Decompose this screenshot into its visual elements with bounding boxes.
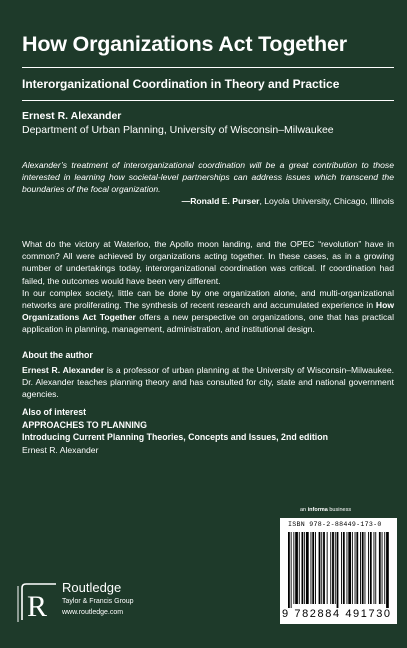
barcode-bar bbox=[382, 532, 383, 604]
barcode-bar bbox=[299, 532, 300, 604]
endorser-affiliation: , Loyola University, Chicago, Illinois bbox=[259, 196, 394, 206]
also-of-interest-heading: Also of interest bbox=[22, 407, 87, 417]
barcode-bar bbox=[365, 532, 366, 604]
barcode-bar bbox=[291, 532, 292, 608]
barcode-bar bbox=[379, 532, 381, 604]
endorsement-quote: Alexander’s treatment of interorganizational coordination will be a great contribution to those interested in learning how societal-level partnerships can address issues which transcend the boundaries of the focal organization. bbox=[22, 160, 394, 195]
title-divider bbox=[22, 67, 394, 68]
barcode-bar bbox=[352, 532, 353, 604]
barcode-bar bbox=[356, 532, 358, 604]
barcode-bar bbox=[315, 532, 316, 604]
informa-tagline bbox=[300, 507, 351, 513]
informa-suffix: business bbox=[327, 507, 352, 513]
barcode-bar bbox=[368, 532, 369, 604]
publisher-group: Taylor & Francis Group bbox=[62, 598, 134, 605]
description-p2-end: offers a new perspective on organizations, one that has practical application in planning, management, administration, and institutional design. bbox=[22, 312, 394, 335]
subtitle-divider bbox=[22, 100, 394, 101]
barcode-bar bbox=[293, 532, 294, 604]
informa-brand: informa bbox=[307, 507, 328, 513]
barcode-bar bbox=[362, 532, 364, 604]
about-author-bio: is a professor of urban planning at the University of Wisconsin–Milwaukee. Dr. Alexander teaches planning theory and has consulted for city, state and national government agencies. bbox=[22, 365, 394, 400]
isbn-label: ISBN 978-2-88449-173-0 bbox=[288, 521, 382, 528]
author-name: Ernest R. Alexander bbox=[22, 110, 122, 122]
barcode-bar bbox=[288, 532, 290, 608]
about-author-name: Ernest R. Alexander bbox=[22, 365, 105, 375]
barcode-bar bbox=[312, 532, 314, 604]
barcode-bar bbox=[311, 532, 312, 604]
barcode-bar bbox=[370, 532, 372, 604]
barcode-bars bbox=[288, 532, 389, 608]
barcode-bar bbox=[348, 532, 351, 604]
barcode-bar bbox=[337, 532, 339, 608]
description-p2-title: How Organizations Act Together bbox=[22, 300, 394, 323]
barcode-bar bbox=[384, 532, 385, 604]
barcode-bar bbox=[335, 532, 336, 604]
barcode-bar bbox=[323, 532, 325, 604]
endorser-name: —Ronald E. Purser bbox=[181, 196, 260, 206]
description-paragraph-2 bbox=[22, 287, 394, 336]
book-title: How Organizations Act Together bbox=[22, 32, 347, 56]
logo-letter: R bbox=[27, 590, 48, 623]
barcode-bar bbox=[302, 532, 304, 604]
barcode-bar bbox=[347, 532, 348, 604]
publisher-name: Routledge bbox=[62, 580, 122, 595]
about-author-text bbox=[22, 364, 394, 401]
related-book-author: Ernest R. Alexander bbox=[22, 445, 99, 455]
barcode-bar bbox=[330, 532, 331, 604]
endorsement-attribution bbox=[22, 196, 394, 206]
barcode-bar bbox=[375, 532, 376, 604]
barcode-bar bbox=[386, 532, 389, 608]
barcode-bar bbox=[295, 532, 298, 604]
barcode-digits: 9 782884 491730 bbox=[282, 608, 392, 620]
related-book-title: Introducing Current Planning Theories, Concepts and Issues, 2nd edition bbox=[22, 432, 328, 442]
barcode-bar bbox=[321, 532, 322, 604]
barcode-bar bbox=[355, 532, 356, 604]
book-subtitle: Interorganizational Coordination in Theory and Practice bbox=[22, 77, 340, 91]
author-department: Department of Urban Planning, University of Wisconsin–Milwaukee bbox=[22, 124, 334, 136]
routledge-logo-icon bbox=[16, 580, 62, 624]
barcode-bar bbox=[327, 532, 328, 604]
barcode-bar bbox=[304, 532, 305, 604]
barcode-bar bbox=[343, 532, 345, 604]
isbn-barcode bbox=[280, 518, 397, 624]
informa-prefix: an bbox=[300, 507, 308, 513]
publisher-url: www.routledge.com bbox=[62, 609, 124, 616]
series-name: APPROACHES TO PLANNING bbox=[22, 420, 147, 430]
description-p2-start: In our complex society, little can be done by one organization alone, and multi-organizational networks are proliferating. The synthesis of recent research and accumulated experience in bbox=[22, 287, 394, 311]
description bbox=[22, 238, 394, 336]
barcode-bar bbox=[319, 532, 321, 604]
barcode-bar bbox=[306, 532, 309, 604]
barcode-bar bbox=[341, 532, 342, 604]
about-author-heading: About the author bbox=[22, 350, 93, 360]
barcode-bar bbox=[332, 532, 334, 604]
description-paragraph-1: What do the victory at Waterloo, the Apollo moon landing, and the OPEC “revolution” have in common? All were achieved by organizations acting together. In these cases, as in a growing number of undertakings today, interorganizational coordination was critical. If coordination had failed, the outcomes would have been very different. bbox=[22, 239, 394, 286]
barcode-bar bbox=[374, 532, 375, 604]
barcode-bar bbox=[360, 532, 361, 604]
